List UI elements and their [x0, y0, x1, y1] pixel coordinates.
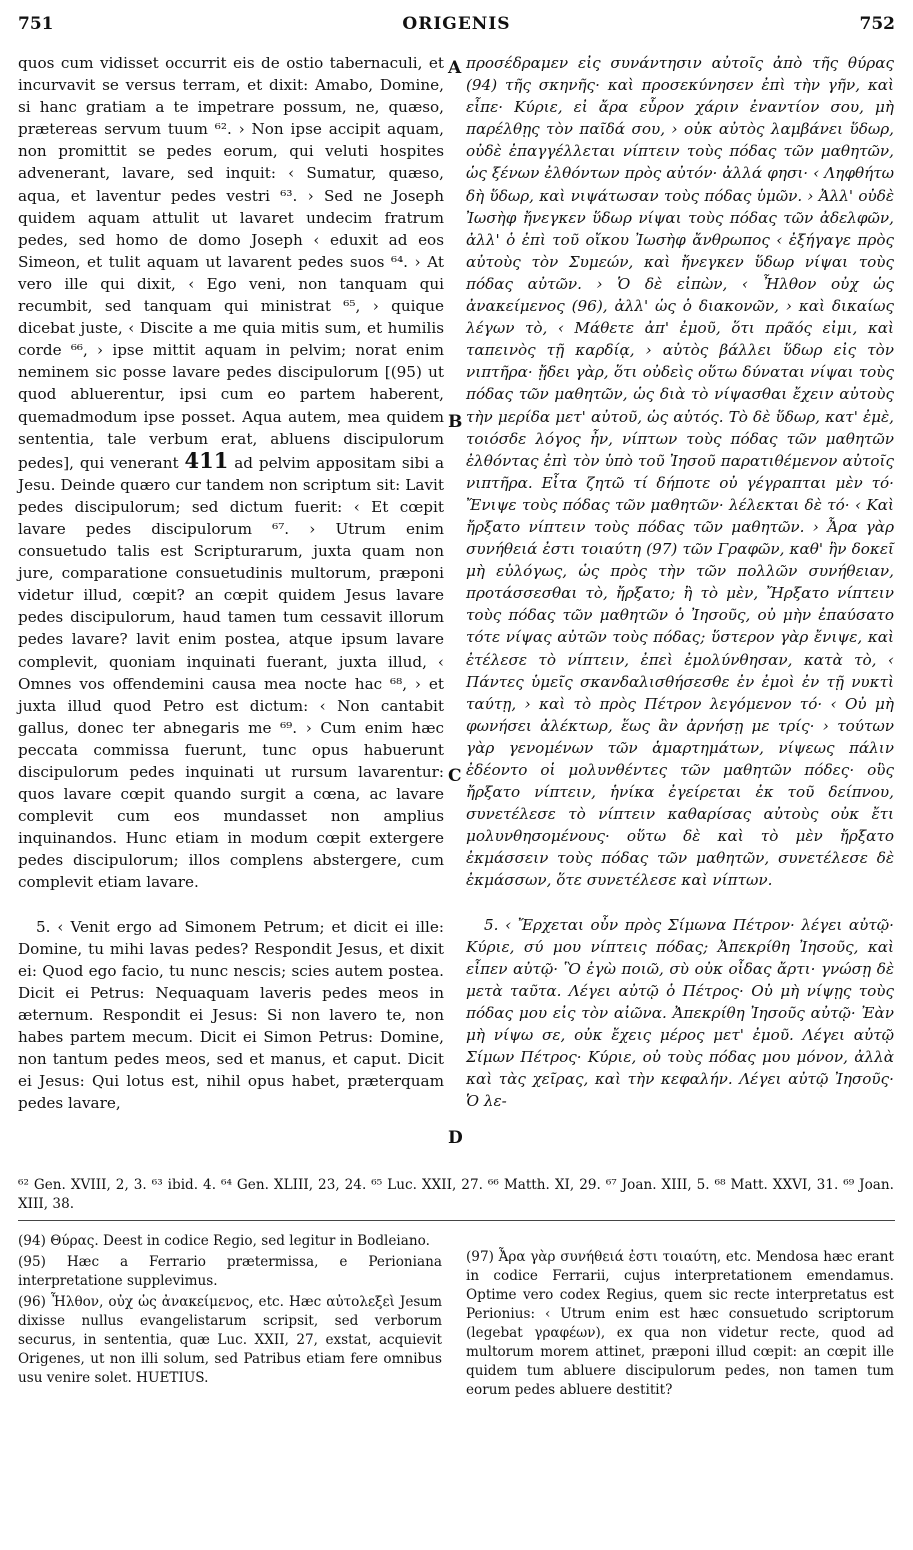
- margin-marker-c: C: [448, 766, 462, 786]
- margin-marker-d: D: [448, 1128, 463, 1148]
- footnote-94: (94) Θύρας. Deest in codice Regio, sed legitur in Bodleiano.: [18, 1233, 430, 1249]
- greek-paragraph-1: προσέδραμεν εἰς συνάντησιν αὐτοῖς ἀπὸ τῆς θύρας (94) τῆς σκηνῆς· καὶ προσεκύνησεν ἐπὶ τὴν γῆν, καὶ εἶπε· Κύριε, εἰ ἄρα εὗρον χάριν ἐναντίον σου, μὴ παρέλθῃς τὸν παῖδά σου, › οὐκ αὐτὸς λαμβάνει ὕδωρ, οὐδὲ ἐπαγγέλλεται νίπτειν τοὺς πόδας τῶν μαθητῶν, ὡς ξένων ἐλθόντων πρὸς αὐτόν· ἀλλά φησι· ‹ Ληφθήτω δὴ ὕδωρ, καὶ νιψάτωσαν τοὺς πόδας ὑμῶν. › Ἀλλ' οὐδὲ Ἰωσὴφ ἤνεγκεν ὕδωρ νίψαι τοὺς πόδας τῶν ἀδελφῶν, ἀλλ' ὁ ἐπὶ τοῦ οἴκου Ἰωσὴφ ἄνθρωπος ‹ ἐξήγαγε πρὸς αὐτοὺς τὸν Συμεών, καὶ ἤνεγκεν ὕδωρ νίψαι τοὺς πόδας αὐτῶν. › Ὁ δὲ εἰπὼν, ‹ Ἦλθον οὐχ ὡς ἀνακείμενος (96), ἀλλ' ὡς ὁ διακονῶν, › καὶ δικαίως λέγων τὸ, ‹ Μάθετε ἀπ' ἐμοῦ, ὅτι πρᾶός εἰμι, καὶ ταπεινὸς τῇ καρδίᾳ, › αὐτὸς βάλλει ὕδωρ εἰς τὸν νιπτῆρα· ᾔδει γὰρ, ὅτι οὐδεὶς οὕτω δύναται νίψαι τοὺς πόδας τῶν μαθητῶν, ὡς διὰ τὸ νίψασθαι ἔχειν αὐτοὺς τὴν μερίδα μετ' αὐτοῦ, ὡς αὐτός. Τὸ δὲ ὕδωρ, κατ' ἐμὲ, τοιόσδε λόγος ἦν, νίπτων τοὺς πόδας τῶν μαθητῶν ἐλθόντας ἐπὶ τὸν ὑπὸ τοῦ Ἰησοῦ παρατιθέμενον αὐτοῖς νιπτῆρα. Εἶτα ζητῶ τί δήποτε οὐ γέγραπται μὲν τό· Ἔνιψε τοὺς πόδας τῶν μαθητῶν· λέλεκται δὲ τό· ‹ Καὶ ἤρξατο νίπτειν τοὺς πόδας τῶν μαθητῶν. › Ἆρα γὰρ συνήθειά ἐστι τοιαύτη (97) τῶν Γραφῶν, καθ' ἣν δοκεῖ μὴ εὐλόγως, ὡς πρὸς τὴν τῶν πολλῶν συνήθειαν, προτάσσεσθαι τὸ, ἤρξατο; ἢ τὸ μὲν, Ἤρξατο νίπτειν τοὺς πόδας τῶν μαθητῶν ὁ Ἰησοῦς, οὐ μὴν ἐπαύσατο τότε νίψας αὐτῶν τοὺς πόδας; ὕστερον γὰρ ἔνιψε, καὶ ἐτέλεσε τὸ νίπτειν, ἐπεὶ ἐμολύνθησαν, κατὰ τὸ, ‹ Πάντες ὑμεῖς σκανδαλισθήσεσθε ἐν ἐμοὶ ἐν τῇ νυκτὶ ταύτῃ, › καὶ τὸ πρὸς Πέτρον λεγόμενον τό· ‹ Οὐ μὴ φωνήσει ἀλέκτωρ, ἕως ἂν ἀρνήσῃ με τρίς· › τούτων γὰρ γενομένων τῶν ἁμαρτημάτων, νίψεως πάλιν ἐδέοντο οἱ μολυνθέντες τῶν μαθητῶν πόδες· οὓς ἤρξατο νίπτειν, ἡνίκα ἐγείρεται ἐκ τοῦ δείπνου, συνετέλεσε τὸ νίπτειν καθαρίσας αὐτοὺς οὐκ ἔτι μολυνθησομένους· οὕτω δὲ καὶ τὸ μὲν ἤρξατο ἐκμάσσειν τοὺς πόδας τῶν μαθητῶν, συνετέλεσε δὲ ἐκμάσσων, ὅτε συνετέλεσε καὶ νίπτων.: [466, 54, 894, 890]
- latin-paragraph-1: [18, 52, 444, 894]
- footnote-95: (95) Hæc a Ferrario prætermissa, e Perioniana interpretatione supplevimus.: [18, 1254, 442, 1289]
- latin-column: [18, 52, 444, 1114]
- scripture-references: ⁶² Gen. XVIII, 2, 3. ⁶³ ibid. 4. ⁶⁴ Gen. XLIII, 23, 24. ⁶⁵ Luc. XXII, 27. ⁶⁶ Matth. XI, 29. ⁶⁷ Joan. XIII, 5. ⁶⁸ Matt. XXVI, 31. ⁶⁹ Joan. XIII, 38.: [18, 1177, 894, 1212]
- latin-text-1b: ad pelvim appositam sibi a Jesu. Deinde quæro cur tandem non scriptum sit: Lavit pedes discipulorum; sed dictum fuerit: ‹ Et cœpit lavare pedes discipulorum ⁶⁷. › Utrum enim consuetudo talis est Scripturarum, juxta quam non jure, comparatione consuetudinis multorum, præponi videtur illud, cœpit? an cœpit quidem Jesus lavare pedes discipulorum, haud tamen tum cessavit illorum pedes lavare? lavit enim postea, atque ipsum lavare complevit, quoniam inquinati fuerant, juxta illud, ‹ Omnes vos offendemini causa mea nocte hac ⁶⁸, › et juxta illud quod Petro est dictum: ‹ Non cantabit gallus, donec ter abnegaris me ⁶⁹. › Cum enim hæc peccata commissa fuerunt, tunc opus habuerunt discipulorum pedes inquinati ut rursum lavarentur: quos lavare cœpit quando surgit a cœna, ac lavare complevit cum eos mundasset non amplius inquinandos. Hunc etiam in modum cœpit extergere pedes discipulorum; illos complens abstergere, cum complevit etiam lavare.: [18, 453, 444, 892]
- footnote-divider: [18, 1220, 895, 1221]
- page-title: ORIGENIS: [402, 14, 511, 34]
- footnotes-left: [18, 1232, 442, 1390]
- footnote-96: (96) Ἦλθον, οὐχ ὡς ἀνακείμενος, etc. Hæc αὐτολεξεὶ Jesum dixisse nullus evangelistarum scripsit, sed verborum securus, in sententia, quæ Luc. XXII, 27, exstat, acquievit Origenes, ut non illi solum, sed Patribus etiam fere omnibus usu venire solet. HUETIUS.: [18, 1294, 442, 1386]
- latin-text-1: quos cum vidisset occurrit eis de ostio tabernaculi, et incurvavit se versus terram, et dixit: Amabo, Domine, si hanc gratiam a te impetrare possum, ne, quæso, prætereas servum tuum ⁶². › Non ipse accipit aquam, non promittit se pedes eorum, qui veluti hospites advenerant, lavare, sed inquit: ‹ Sumatur, quæso, aqua, et laventur pedes vestri ⁶³. › Sed ne Joseph quidem aquam attulit ut lavaret undecim fratrum pedes, sed homo de domo Joseph ‹ eduxit ad eos Simeon, et tulit aquam ut lavarent pedes suos ⁶⁴. › At vero ille qui dixit, ‹ Ego veni, non tanquam qui recumbit, sed tanquam qui ministrat ⁶⁵, › quique dicebat juste, ‹ Discite a me quia mitis sum, et humilis corde ⁶⁶, › ipse mittit aquam in pelvim; norat enim neminem sic posse lavare pedes discipulorum [(95) ut quod abluerentur, ipsi cum eo partem haberent, quemadmodum ipse posset. Aqua autem, mea quidem sententia, tale verbum erat, abluens discipulorum pedes], qui venerant: [18, 54, 444, 472]
- greek-column: [466, 52, 894, 1112]
- greek-paragraph-2: 5. ‹ Ἔρχεται οὖν πρὸς Σίμωνα Πέτρον· λέγει αὐτῷ· Κύριε, σύ μου νίπτεις πόδας; Ἀπεκρίθη Ἰησοῦς, καὶ εἶπεν αὐτῷ· Ὃ ἐγὼ ποιῶ, σὺ οὐκ οἶδας ἄρτι· γνώσῃ δὲ μετὰ ταῦτα. Λέγει αὐτῷ ὁ Πέτρος· Οὐ μὴ νίψῃς τοὺς πόδας μου εἰς τὸν αἰῶνα. Ἀπεκρίθη Ἰησοῦς αὐτῷ· Ἐὰν μὴ νίψω σε, οὐκ ἔχεις μέρος μετ' ἐμοῦ. Λέγει αὐτῷ Σίμων Πέτρος· Κύριε, οὐ τοὺς πόδας μου μόνον, ἀλλὰ καὶ τὰς χεῖρας, καὶ τὴν κεφαλήν. Λέγει αὐτῷ Ἰησοῦς· Ὁ λε-: [466, 915, 894, 1111]
- latin-paragraph-2: 5. ‹ Venit ergo ad Simonem Petrum; et dicit ei ille: Domine, tu mihi lavas pedes? Respondit Jesus, et dixit ei: Quod ego facio, tu nunc nescis; scies autem postea. Dicit ei Petrus: Nequaquam laveris pedes meos in æternum. Respondit ei Jesus: Si non lavero te, non habes partem mecum. Dicit ei Simon Petrus: Domine, non tantum pedes meos, sed et manus, et caput. Dicit ei Jesus: Qui lotus est, nihil opus habet, præterquam pedes lavare,: [18, 917, 444, 1113]
- page-number-left: 751: [18, 14, 54, 34]
- footnote-97: (97) Ἆρα γὰρ συνήθειά ἐστι τοιαύτη, etc. Mendosa hæc erant in codice Ferrarii, cujus interpretationem emendamus. Optime vero codex Regius, quem sic recte interpretatus est Perionius: ‹ Utrum enim est hæc consuetudo scriptorum (legebat γραφέων), ex qua non videtur recte, quod ad multorum morem attinet, præponi illud cœpit: an cœpit ille quidem tum abluere discipulorum pedes, non tamen tum eorum pedes abluere destitit?: [466, 1249, 894, 1398]
- margin-marker-b: B: [448, 412, 463, 432]
- column-number: 411: [184, 447, 229, 473]
- footnotes-right: [466, 1248, 894, 1402]
- page-number-right: 752: [859, 14, 895, 34]
- running-header: [18, 14, 895, 40]
- margin-marker-a: A: [448, 58, 462, 78]
